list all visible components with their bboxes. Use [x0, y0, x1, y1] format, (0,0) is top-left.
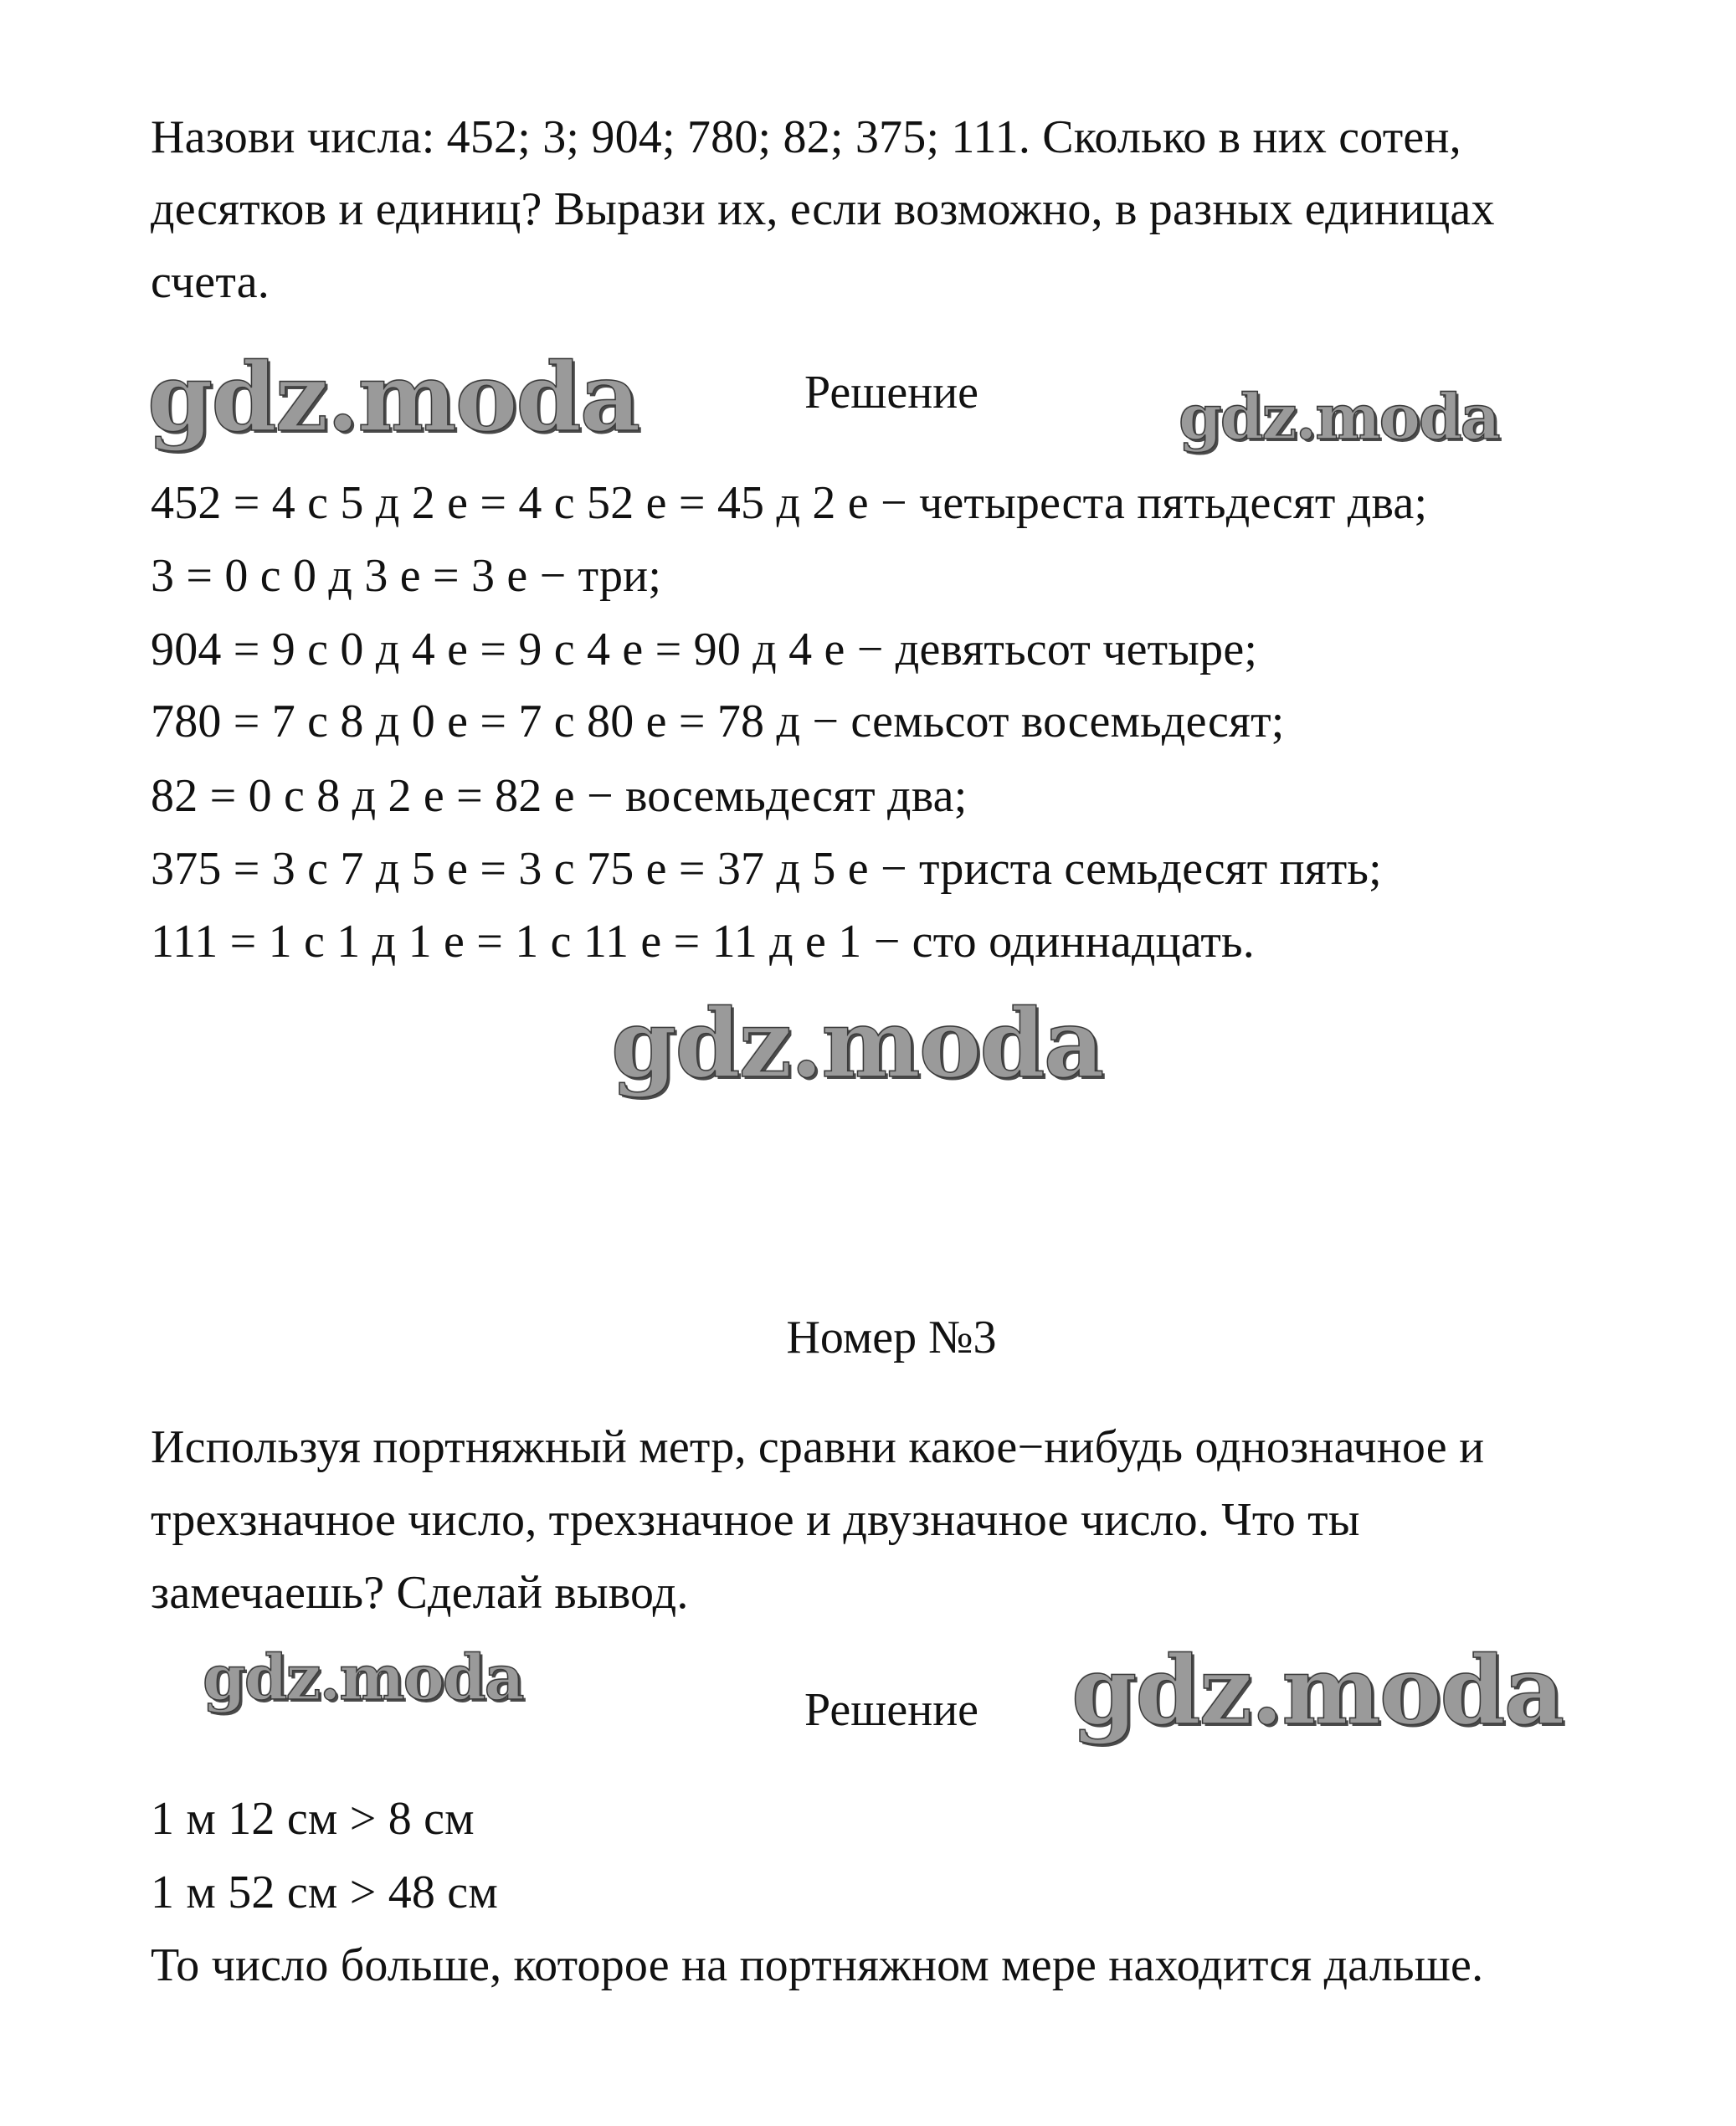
watermark-logo: gdz.moda — [1179, 382, 1499, 454]
task2-solution-heading: Решение — [804, 367, 979, 419]
watermark-logo: gdz.moda — [147, 343, 639, 453]
task3-solution-line-2: 1 м 52 см > 48 см — [151, 1867, 499, 1918]
task3-solution-heading: Решение — [804, 1684, 979, 1736]
task3-heading: Номер №3 — [786, 1312, 997, 1363]
task2-question-line-2: десятков и единиц? Вырази их, если возможно, в разных единицах — [151, 183, 1495, 235]
task2-question-line-3: счета. — [151, 256, 270, 308]
task3-question-line-2: трехзначное число, трехзначное и двузначное число. Что ты — [151, 1494, 1360, 1546]
task2-question-line-1: Назови числа: 452; 3; 904; 780; 82; 375; 111. Сколько в них сотен, — [151, 111, 1461, 163]
task2-solution-line-7: 111 = 1 с 1 д 1 е = 1 с 11 е = 11 д е 1 − сто одиннадцать. — [151, 916, 1255, 968]
task3-question-line-3: замечаешь? Сделай вывод. — [151, 1567, 689, 1619]
task2-solution-line-6: 375 = 3 с 7 д 5 е = 3 с 75 е = 37 д 5 е − триста семьдесят пять; — [151, 843, 1382, 895]
task2-solution-line-2: 3 = 0 с 0 д 3 е = 3 е − три; — [151, 550, 662, 602]
task2-solution-line-1: 452 = 4 с 5 д 2 е = 4 с 52 е = 45 д 2 е − четыреста пятьдесят два; — [151, 477, 1428, 529]
task3-solution-line-3: То число больше, которое на портняжном мере находится дальше. — [151, 1939, 1484, 1991]
task3-question-line-1: Используя портняжный метр, сравни какое−нибудь однозначное и — [151, 1421, 1485, 1473]
task2-solution-line-3: 904 = 9 с 0 д 4 е = 9 с 4 е = 90 д 4 е − девятьсот четыре; — [151, 624, 1258, 675]
task2-solution-line-5: 82 = 0 с 8 д 2 е = 82 е − восемьдесят два; — [151, 770, 968, 822]
watermark-logo: gdz.moda — [1071, 1636, 1564, 1746]
watermark-logo: gdz.moda — [203, 1642, 523, 1714]
watermark-logo: gdz.moda — [611, 989, 1103, 1099]
task3-solution-line-1: 1 м 12 см > 8 см — [151, 1793, 475, 1845]
task2-solution-line-4: 780 = 7 с 8 д 0 е = 7 с 80 е = 78 д − семьсот восемьдесят; — [151, 696, 1285, 747]
